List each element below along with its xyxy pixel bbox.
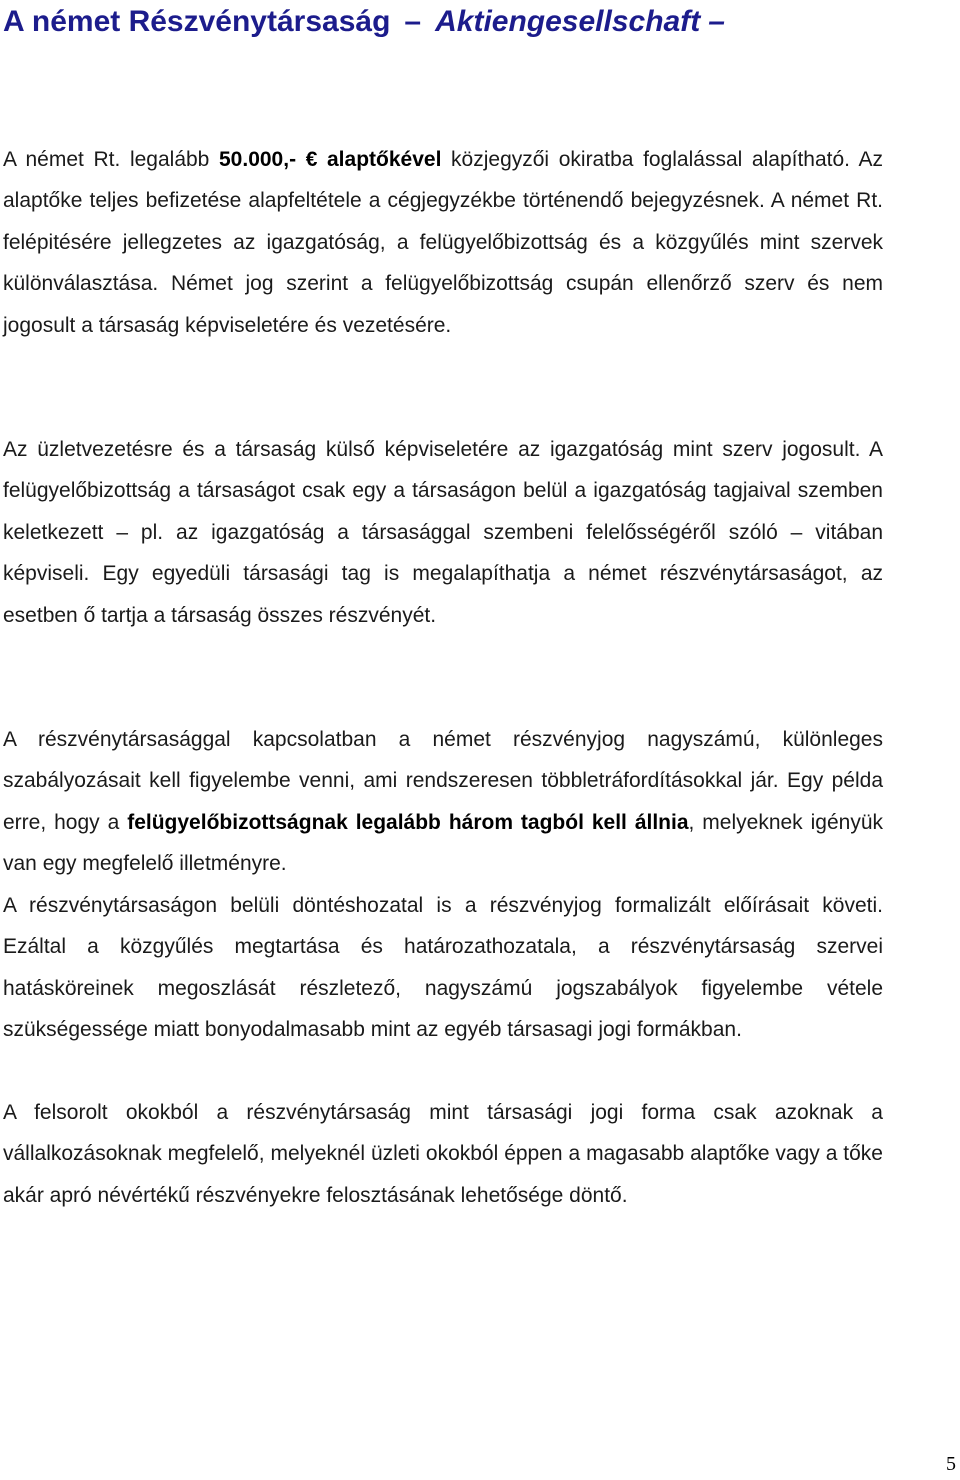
title-hungarian: A német Részvénytársaság xyxy=(3,5,391,38)
paragraph-founding xyxy=(3,139,883,346)
capital-amount: 50.000,- € alaptőkével xyxy=(219,148,442,171)
page-title xyxy=(3,2,725,42)
paragraph-decision-making: A részvénytársaságon belüli döntéshozatal is a részvényjog formalizált előírásait követi. Ezáltal a közgyűlés megtartása és határozathozatala, a részvénytársaság szervei hatásköreinek megoszlását részletező, nagyszámú jogszabályok figyelembe vétele szükségessége miatt bonyodalmasabb mint az egyéb társasagi jogi formákban. xyxy=(3,894,883,1042)
supervisory-board-requirement: felügyelőbizottságnak legalább három tagból kell állnia xyxy=(127,810,689,834)
paragraph-conclusion: A felsorolt okokból a részvénytársaság mint társasági jogi forma csak azoknak a vállalkozásoknak megfelelő, melyeknél üzleti okokból éppen a magasabb alaptőke vagy a tőke akár apró névértékű részvényekre felosztásának lehetősége döntő. xyxy=(3,1101,883,1207)
paragraph-regulations-rest: , melyeknek igényük van egy megfelelő illetményre. xyxy=(3,810,884,876)
page-number: 5 xyxy=(946,1453,956,1475)
paragraph-founding-intro: A német Rt. legalább xyxy=(3,148,219,171)
paragraph-management: Az üzletvezetésre és a társaság külső képviseletére az igazgatóság mint szerv jogosult. A felügyelőbizottság a társaságot csak egy a társaságon belül a igazgatóság tagjaival szemben keletkezett – pl. az igazgatóság a társasággal szembeni felelősségéről szóló – vitában képviseli. Egy egyedüli társasági tag is megalapíthatja a német részvénytársaságot, az esetben ő tartja a társaság összes részvényét. xyxy=(3,438,883,627)
title-german: Aktiengesellschaft xyxy=(435,5,701,38)
title-dash: – xyxy=(404,5,422,38)
paragraph-regulations xyxy=(3,719,883,885)
title-dash-end: – xyxy=(708,5,725,38)
paragraph-founding-rest: közjegyzői okiratba foglalással alapítható. Az alaptőke teljes befizetése alapfeltétele a cégjegyzékbe történendő bejegyzésnek. A német Rt. felépitésére jellegzetes az igazgatóság, a felügyelőbizottság és a közgyűlés mint szervek különválasztása. Német jog szerint a felügyelőbizottság csupán ellenőrző szerv és nem jogosult a társaság képviseletére és vezetésére. xyxy=(3,148,883,337)
paragraph-regulations-intro: A részvénytársasággal kapcsolatban a német részvényjog nagyszámú, különleges szabályozásait kell figyelembe venni, ami rendszeresen többletráfordításokkal jár. Egy példa erre, hogy a xyxy=(3,728,883,834)
